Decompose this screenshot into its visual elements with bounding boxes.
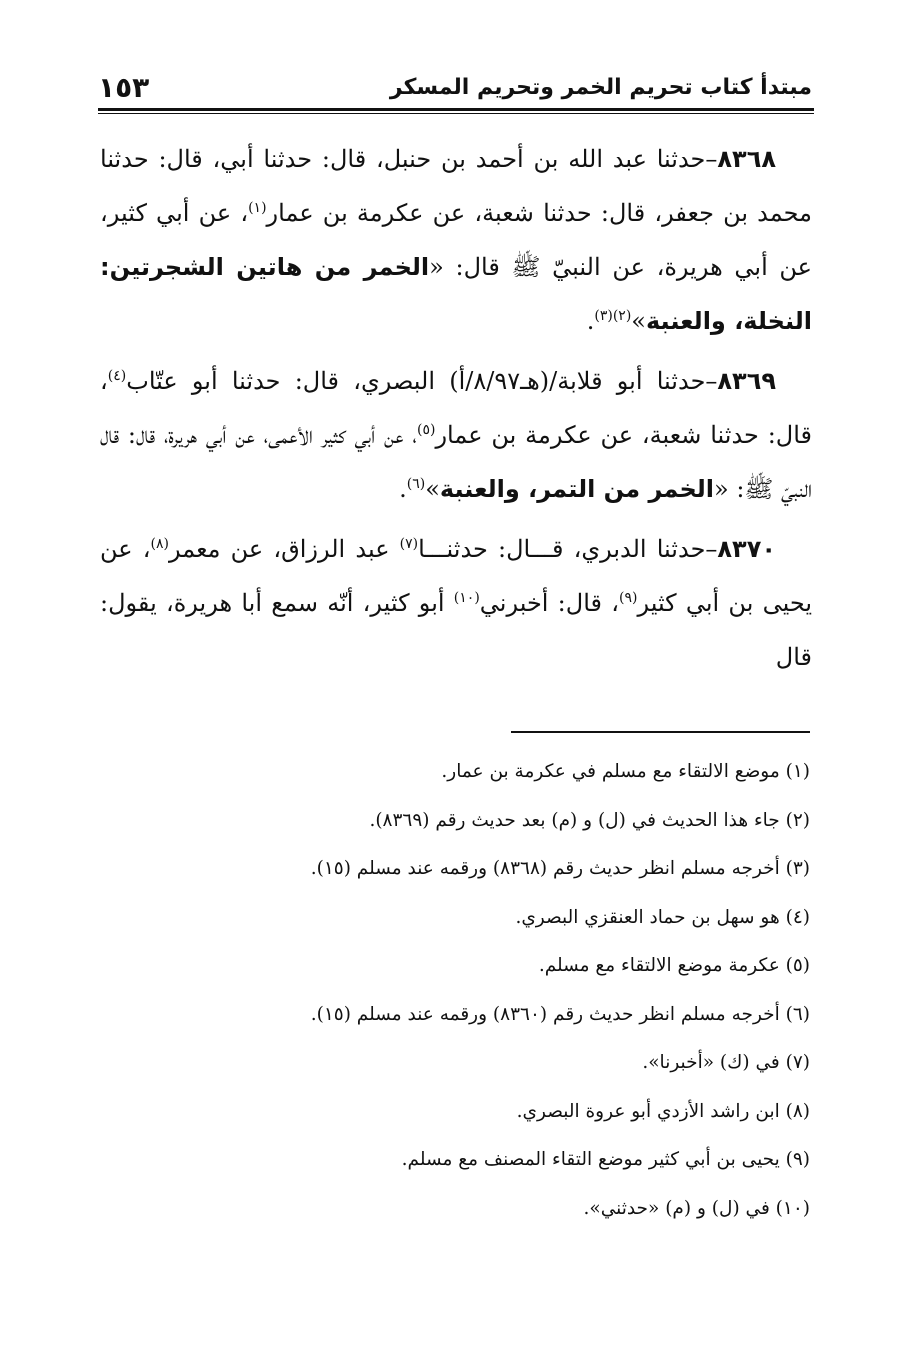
running-header bbox=[98, 70, 814, 106]
hadith-text: –حدثنا عبد الله بن أحمد بن حنبل، قال: حدثنا أبي، قال: حدثنا محمد بن جعفر، قال: حدثنا شعبة، عن عكرمة بن عمار bbox=[100, 145, 812, 227]
footnote-ref: (٨) bbox=[150, 536, 169, 552]
footnote-ref: (٢)(٣) bbox=[594, 308, 632, 324]
hadith-8369 bbox=[100, 354, 812, 516]
hadith-text: ، قال: أخبرني bbox=[479, 589, 619, 617]
footnote: (٤) هو سهل بن حماد العنقزي البصري. bbox=[515, 906, 810, 928]
footnote: (٢) جاء هذا الحديث في (ل) و (م) بعد حديث رقم (٨٣٦٩). bbox=[369, 809, 810, 831]
footnote-ref: (٥) bbox=[416, 422, 436, 438]
hadith-matn: الخمر من هاتين الشجرتين: النخلة، والعنبة bbox=[100, 253, 812, 335]
period: . bbox=[399, 475, 407, 503]
hadith-text: أبو كثير، أنّه سمع أبا هريرة، يقول: قال bbox=[100, 589, 812, 671]
hadith-matn: الخمر من التمر، والعنبة bbox=[439, 475, 715, 503]
hadith-text: ، عن أبي كثير الأعمى، عن أبي هريرة، قال: قال النبيّ ﷺ: « bbox=[100, 421, 812, 503]
footnote-divider bbox=[511, 731, 810, 733]
page-number: ١٥٣ bbox=[98, 71, 150, 104]
hadith-8368 bbox=[100, 132, 812, 348]
hadith-text: –حدثنا الدبري، قـــال: حدثنـــا bbox=[418, 535, 718, 563]
quote-close: » bbox=[425, 475, 440, 503]
header-divider bbox=[98, 108, 814, 114]
hadith-number: ٨٣٦٨ bbox=[717, 145, 776, 173]
footnote-ref: (٩) bbox=[618, 590, 638, 606]
footnote: (٣) أخرجه مسلم انظر حديث رقم (٨٣٦٨) ورقمه عند مسلم (١٥). bbox=[310, 858, 810, 879]
hadith-text: ، عن يحيى بن أبي كثير bbox=[100, 535, 813, 617]
hadith-text: عبد الرزاق، عن معمر bbox=[168, 535, 400, 563]
footnote-ref: (٦) bbox=[406, 476, 426, 492]
hadith-text: ، عن أبي كثير، عن أبي هريرة، عن النبيّ ﷺ قال: « bbox=[100, 199, 813, 281]
period: . bbox=[586, 307, 595, 335]
footnote: (٥) عكرمة موضع الالتقاء مع مسلم. bbox=[538, 955, 810, 976]
footnote: (٧) في (ك) «أخبرنا». bbox=[642, 1052, 810, 1073]
footnote-ref: (٧) bbox=[399, 536, 419, 552]
hadith-number: ٨٣٦٩ bbox=[717, 367, 776, 395]
hadith-8370 bbox=[100, 522, 812, 684]
footnote: (١٠) في (ل) و (م) «حدثني». bbox=[583, 1197, 810, 1219]
footnote: (٩) يحيى بن أبي كثير موضع التقاء المصنف مع مسلم. bbox=[401, 1149, 810, 1170]
footnote: (٦) أخرجه مسلم انظر حديث رقم (٨٣٦٠) ورقمه عند مسلم (١٥). bbox=[310, 1003, 810, 1025]
footnote: (١) موضع الالتقاء مع مسلم في عكرمة بن عمار. bbox=[441, 761, 810, 782]
footnote-ref: (٤) bbox=[107, 368, 127, 384]
hadith-number: ٨٣٧٠ bbox=[717, 535, 776, 563]
quote-close: » bbox=[631, 307, 646, 335]
footnote-ref: (١) bbox=[248, 200, 267, 216]
footnote: (٨) ابن راشد الأزدي أبو عروة البصري. bbox=[516, 1100, 810, 1122]
hadith-text: ، قال: حدثنا شعبة، عن عكرمة بن عمار bbox=[100, 367, 813, 449]
hadith-text: –حدثنا أبو قلابة/(هـ٨/٩٧/أ) البصري، قال: حدثنا أبو عتّاب bbox=[126, 367, 718, 395]
footnote-ref: (١٠) bbox=[453, 590, 480, 606]
chapter-title: مبتدأ كتاب تحريم الخمر وتحريم المسكر bbox=[389, 75, 812, 100]
footnotes-list bbox=[150, 748, 810, 1233]
hadith-body bbox=[100, 132, 812, 690]
